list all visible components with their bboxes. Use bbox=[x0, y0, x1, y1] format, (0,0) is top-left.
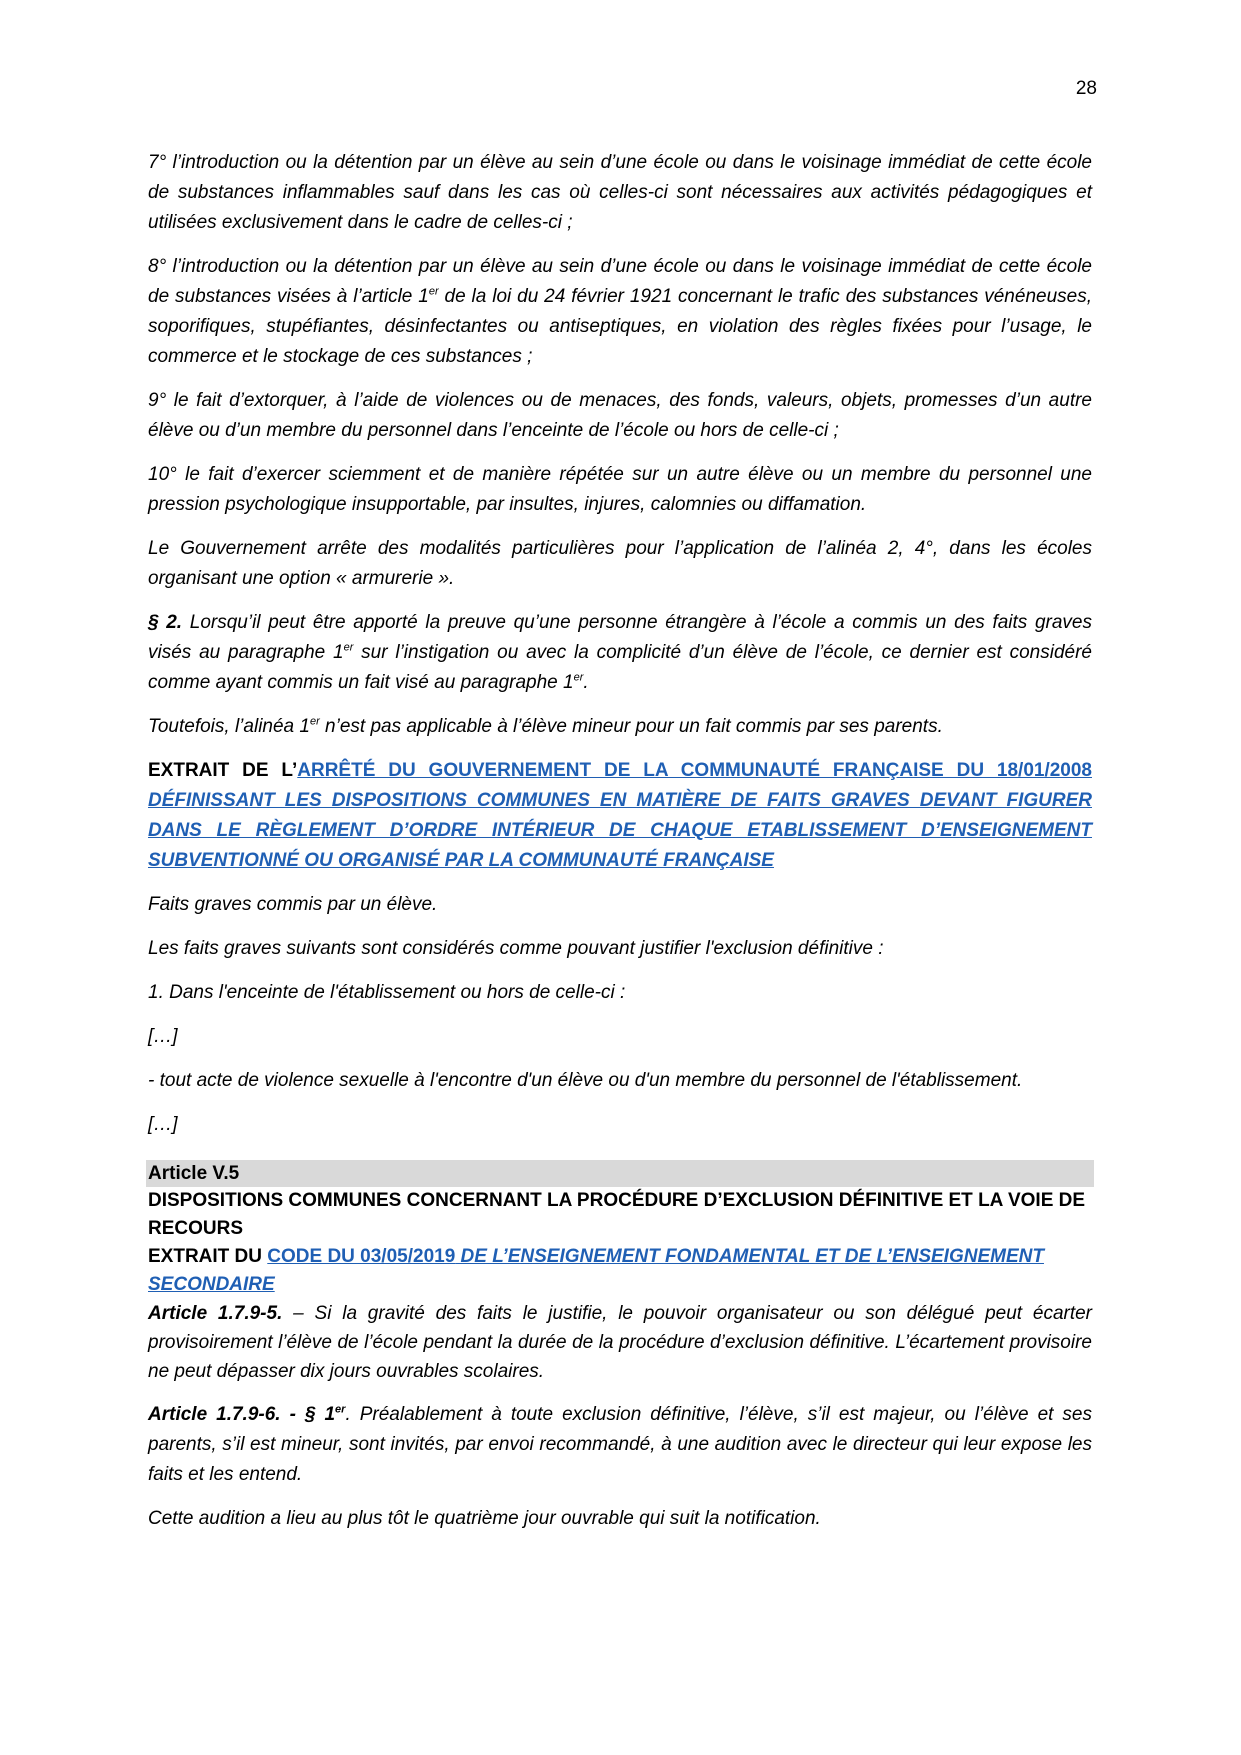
violence-item: - tout acte de violence sexuelle à l'encontre d'un élève ou d'un membre du personnel de l'établissement. bbox=[148, 1070, 1023, 1091]
paragraph-8-text-b: de la loi du 24 février 1921 concernant le trafic des substances vénéneuses, soporifiques, stupéfiantes, désinfectantes ou antiseptiques, en violation des règles fixées pour l’usage, le commerce et le stockage de ces substances ; bbox=[148, 286, 1092, 367]
section-2-text-c: . bbox=[583, 672, 589, 693]
extrait-prefix: EXTRAIT DE L’ bbox=[148, 760, 298, 781]
document-body bbox=[148, 148, 1092, 1548]
faits-suivants: Les faits graves suivants sont considérés comme pouvant justifier l'exclusion définitive : bbox=[148, 938, 884, 959]
paragraph-10: 10° le fait d’exercer sciemment et de manière répétée sur un autre élève ou un membre du personnel une pression psychologique insupportable, par insultes, injures, calomnies ou diffamation. bbox=[148, 464, 1092, 515]
page-number: 28 bbox=[1075, 78, 1097, 99]
paragraph-section-2 bbox=[148, 608, 1092, 698]
dispositions-heading: DISPOSITIONS COMMUNES CONCERNANT LA PROCÉDURE D’EXCLUSION DÉFINITIVE ET LA VOIE DE RECOURS bbox=[148, 1190, 1086, 1239]
superscript: er bbox=[428, 285, 439, 298]
article-1-7-9-5-label: Article 1.7.9-5. bbox=[148, 1303, 283, 1324]
article-1-7-9-6 bbox=[148, 1400, 1092, 1490]
article-v5-header: Article V.5 bbox=[146, 1160, 1094, 1187]
superscript: er bbox=[309, 715, 320, 728]
extrait-code-heading bbox=[148, 1243, 1092, 1299]
paragraph-8 bbox=[148, 252, 1092, 372]
paragraph-9: 9° le fait d’extorquer, à l’aide de violences ou de menaces, des fonds, valeurs, objets, promesses d’un autre élève ou d’un membre du personnel dans l’enceinte de l’école ou hors de celle-ci ; bbox=[148, 390, 1092, 441]
extrait-code-prefix: EXTRAIT DU bbox=[148, 1246, 268, 1267]
paragraph-7: 7° l’introduction ou la détention par un élève au sein d’une école ou dans le voisinage immédiat de cette école de substances inflammables sauf dans les cas où celles-ci sont nécessaires aux activités pédagogiques et utilisées exclusivement dans le cadre de celles-ci ; bbox=[148, 152, 1092, 233]
article-1-7-9-6-text: . Préalablement à toute exclusion définitive, l’élève, s’il est majeur, ou l’élève et ses parents, s’il est mineur, sont invités, par envoi recommandé, à une audition avec le directeur qui leur expose les faits et les entend. bbox=[148, 1404, 1092, 1485]
article-1-7-9-5 bbox=[148, 1299, 1092, 1386]
toutefois-text-b: n’est pas applicable à l’élève mineur pour un fait commis par ses parents. bbox=[319, 716, 943, 737]
article-1-7-9-6-label: Article 1.7.9-6. - § 1 bbox=[148, 1404, 336, 1425]
ellipsis: […] bbox=[148, 1026, 178, 1047]
toutefois-text-a: Toutefois, l’alinéa 1 bbox=[148, 716, 310, 737]
ellipsis: […] bbox=[148, 1114, 178, 1135]
paragraph-toutefois bbox=[148, 712, 1092, 742]
code-link[interactable]: CODE DU 03/05/2019 bbox=[267, 1246, 456, 1267]
code-link-italic[interactable]: DE L’ENSEIGNEMENT FONDAMENTAL ET DE L’ENSEIGNEMENT SECONDAIRE bbox=[148, 1246, 1044, 1295]
section-2-text-a: Lorsqu’il peut être apporté la preuve qu’une personne étrangère à l’école a commis un des faits graves visés au paragraphe 1 bbox=[148, 612, 1092, 663]
arrete-link[interactable]: ARRÊTÉ DU GOUVERNEMENT DE LA COMMUNAUTÉ FRANÇAISE DU 18/01/2008 bbox=[297, 760, 1092, 781]
superscript: er bbox=[573, 671, 584, 684]
faits-graves-title: Faits graves commis par un élève. bbox=[148, 894, 438, 915]
superscript: er bbox=[343, 641, 354, 654]
superscript: er bbox=[335, 1403, 346, 1416]
section-2-label: § 2. bbox=[148, 612, 183, 633]
paragraph-gouvernement: Le Gouvernement arrête des modalités particulières pour l’application de l’alinéa 2, 4°, dans les écoles organisant une option « armurerie ». bbox=[148, 538, 1092, 589]
enceinte-item: 1. Dans l'enceinte de l'établissement ou hors de celle-ci : bbox=[148, 982, 626, 1003]
article-1-7-9-5-text: – Si la gravité des faits le justifie, le pouvoir organisateur ou son délégué peut écarter provisoirement l’élève de l’école pendant la durée de la procédure d’exclusion définitive. L’écartement provisoire ne peut dépasser dix jours ouvrables scolaires. bbox=[148, 1303, 1093, 1382]
paragraph-8-text-a: 8° l’introduction ou la détention par un élève au sein d’une école ou dans le voisinage immédiat de cette école de substances visées à l’article 1 bbox=[148, 256, 1092, 307]
extrait-arrete-heading bbox=[148, 756, 1092, 876]
audition-paragraph: Cette audition a lieu au plus tôt le quatrième jour ouvrable qui suit la notification. bbox=[148, 1508, 821, 1529]
section-2-text-b: sur l’instigation ou avec la complicité d’un élève de l’école, ce dernier est considéré comme ayant commis un fait visé au paragraphe 1 bbox=[148, 642, 1092, 693]
arrete-link-italic[interactable]: DÉFINISSANT LES DISPOSITIONS COMMUNES EN MATIÈRE DE FAITS GRAVES DEVANT FIGURER DANS LE RÈGLEMENT D’ORDRE INTÉRIEUR DE CHAQUE ETABLISSEMENT D’ENSEIGNEMENT SUBVENTIONNÉ OU ORGANISÉ PAR LA COMMUNAUTÉ FRANÇAISE bbox=[148, 790, 1092, 871]
